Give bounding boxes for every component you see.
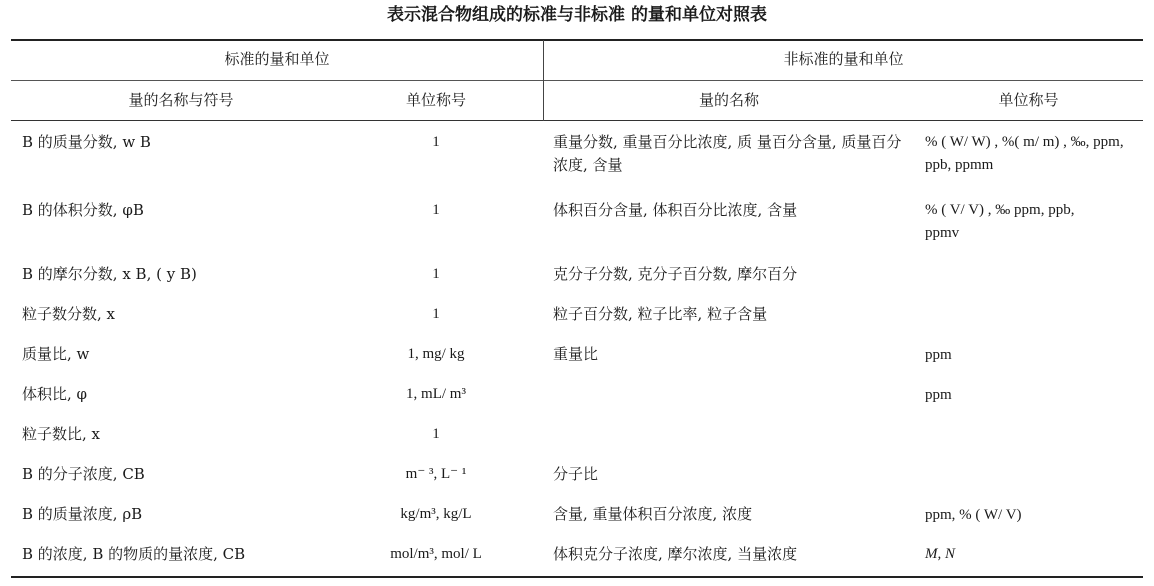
- row-nonstandard-unit: ppm: [925, 387, 952, 403]
- row-quantity: B 的体积分数, φB: [22, 201, 144, 219]
- row-unit: 1: [432, 266, 440, 282]
- row-nonstandard-unit: % ( W/ W) , %( m/ m) , ‰, ppm, ppb, ppmm: [925, 134, 1124, 173]
- row-nonstandard-name: 体积百分含量, 体积百分比浓度, 含量: [553, 201, 798, 219]
- row-nonstandard-name: 分子比: [553, 465, 599, 483]
- row-unit: 1: [432, 134, 440, 150]
- bottom-rule: [11, 576, 1143, 578]
- row-unit: 1: [432, 202, 440, 218]
- row-quantity: B 的分子浓度, CB: [22, 465, 145, 483]
- row-nonstandard-unit: ppm: [925, 347, 952, 363]
- col-header-unit-nonstandard: 单位称号: [998, 91, 1059, 109]
- col-header-name-symbol: 量的名称与符号: [128, 91, 234, 109]
- row-unit: 1, mL/ m³: [406, 386, 466, 402]
- row-unit: m⁻ ³, L⁻ ¹: [405, 466, 467, 482]
- row-nonstandard-name: 克分子分数, 克分子百分数, 摩尔百分: [553, 265, 798, 283]
- header-standard: 标准的量和单位: [224, 50, 330, 68]
- row-nonstandard-name: 重量比: [553, 345, 599, 363]
- table-title: 表示混合物组成的标准与非标准 的量和单位对照表: [387, 5, 767, 25]
- row-quantity: 质量比, w: [22, 345, 90, 363]
- row-unit: 1: [432, 306, 440, 322]
- row-unit: kg/m³, kg/L: [400, 506, 472, 522]
- header-nonstandard: 非标准的量和单位: [783, 50, 904, 68]
- row-nonstandard-unit: ppm, % ( W/ V): [925, 507, 1022, 523]
- subheader-rule: [11, 120, 1143, 121]
- row-quantity: B 的摩尔分数, x B, ( y B): [22, 265, 197, 283]
- top-rule: [11, 39, 1143, 41]
- row-nonstandard-name: 体积克分子浓度, 摩尔浓度, 当量浓度: [553, 545, 798, 563]
- col-header-name: 量的名称: [698, 91, 759, 109]
- row-nonstandard-name: 重量分数, 重量百分比浓度, 质 量百分含量, 质量百分浓度, 含量: [553, 133, 902, 174]
- header-divider: [11, 80, 1143, 81]
- row-unit: 1: [432, 426, 440, 442]
- row-nonstandard-name: 含量, 重量体积百分浓度, 浓度: [553, 505, 753, 523]
- row-quantity: B 的质量分数, w B: [22, 133, 151, 151]
- row-unit: 1, mg/ kg: [407, 346, 465, 362]
- row-quantity: 体积比, φ: [22, 385, 88, 403]
- row-nonstandard-unit: % ( V/ V) , ‰ ppm, ppb, ppmv: [925, 202, 1075, 241]
- row-nonstandard-name: 粒子百分数, 粒子比率, 粒子含量: [553, 305, 768, 323]
- row-quantity: B 的质量浓度, ρB: [22, 505, 143, 523]
- col-header-unit-standard: 单位称号: [405, 91, 466, 109]
- row-quantity: 粒子数比, x: [22, 425, 100, 443]
- row-quantity: B 的浓度, B 的物质的量浓度, CB: [22, 545, 246, 563]
- row-quantity: 粒子数分数, x: [22, 305, 115, 323]
- row-unit: mol/m³, mol/ L: [390, 546, 482, 562]
- row-nonstandard-unit: M, N: [925, 546, 955, 562]
